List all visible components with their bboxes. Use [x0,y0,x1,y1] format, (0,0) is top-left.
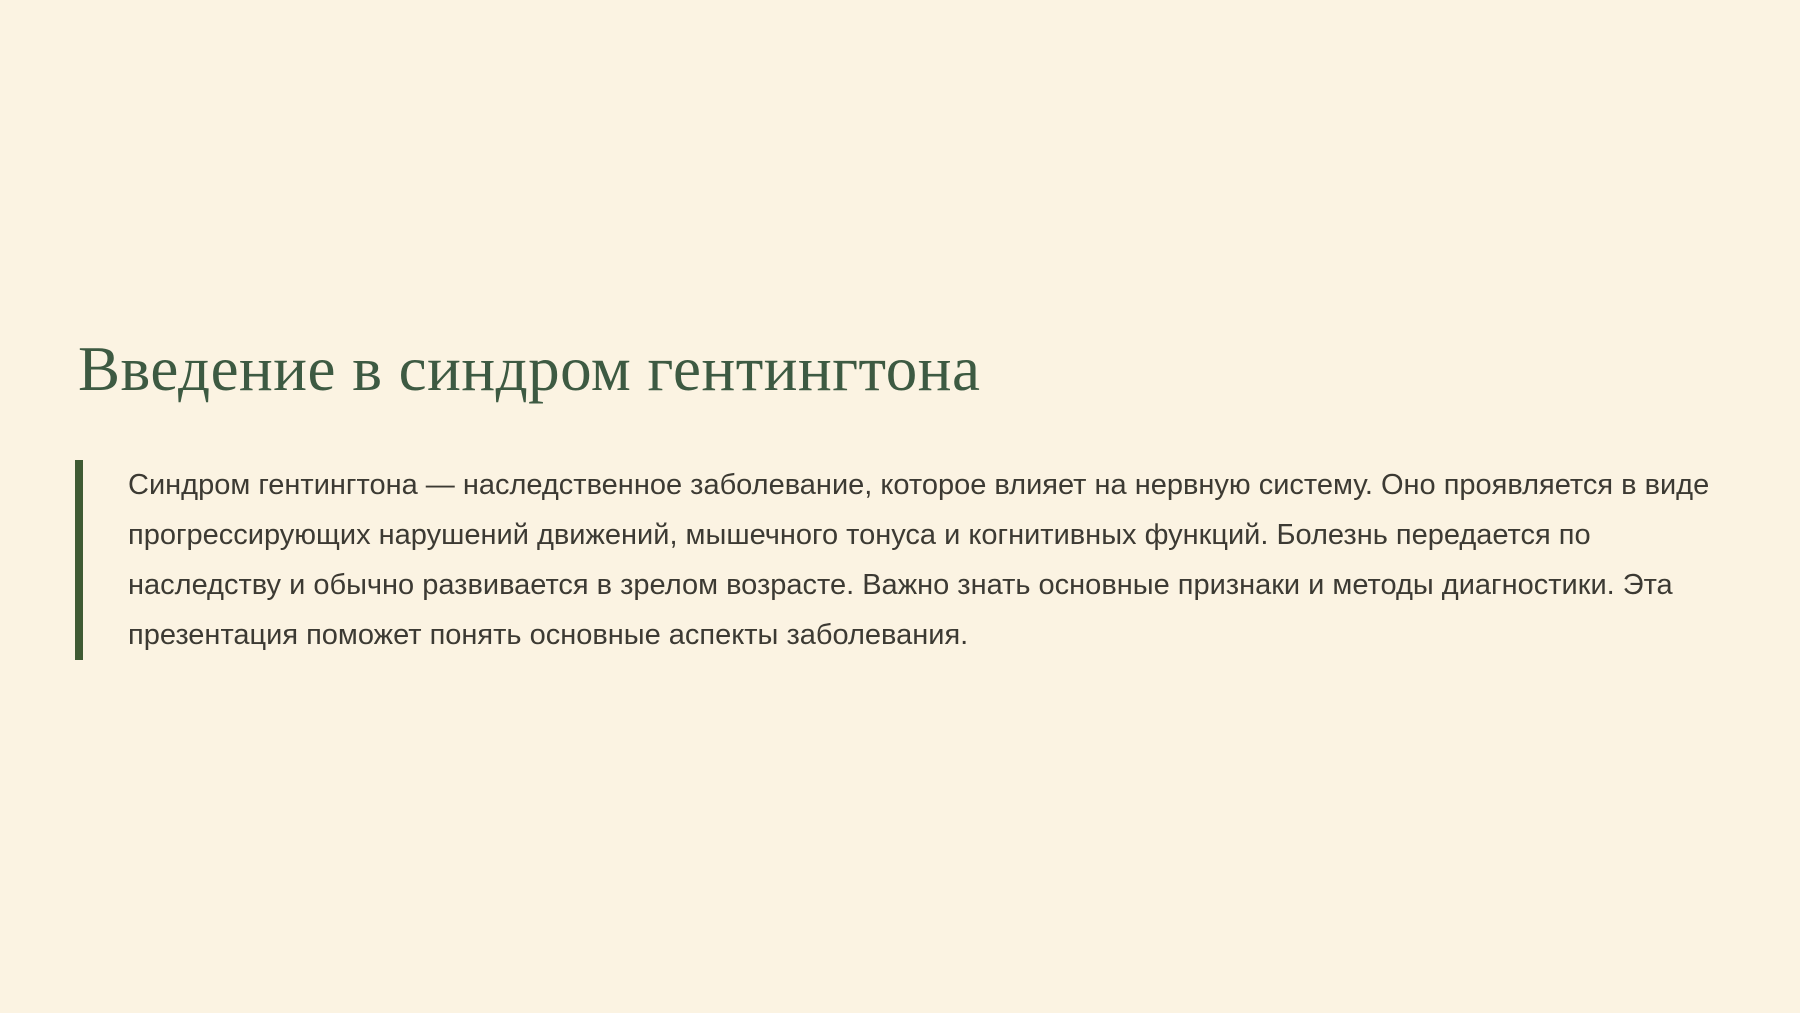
intro-quote-block [75,460,1743,660]
quote-accent-bar [75,460,83,660]
slide-title: Введение в синдром гентингтона [78,334,981,404]
intro-paragraph: Синдром гентингтона — наследственное заболевание, которое влияет на нервную систему. Оно проявляется в виде прогрессирующих нарушений движений, мышечного тонуса и когнитивных функций. Болезнь передается по наследству и обычно развивается в зрелом возрасте. Важно знать основные признаки и методы диагностики. Эта презентация поможет понять основные аспекты заболевания. [128,469,1710,651]
